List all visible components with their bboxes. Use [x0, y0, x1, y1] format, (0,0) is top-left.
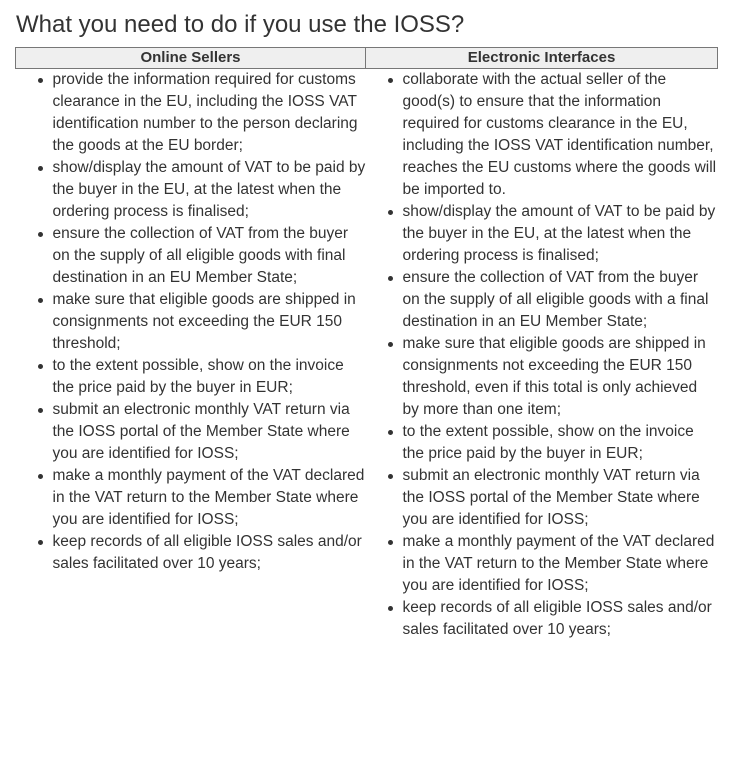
- list-item: keep records of all eligible IOSS sales and/or sales facilitated over 10 years;: [403, 597, 718, 641]
- list-item: make a monthly payment of the VAT declared in the VAT return to the Member State where you are identified for IOSS;: [403, 531, 718, 597]
- list-item: make sure that eligible goods are shipped in consignments not exceeding the EUR 150 threshold, even if this total is only achieved by more than one item;: [403, 333, 718, 421]
- list-item: to the extent possible, show on the invoice the price paid by the buyer in EUR;: [53, 355, 366, 399]
- header-electronic-interfaces: Electronic Interfaces: [366, 48, 718, 69]
- table-row: [16, 69, 718, 642]
- list-item: make sure that eligible goods are shipped in consignments not exceeding the EUR 150 threshold;: [53, 289, 366, 355]
- list-item: keep records of all eligible IOSS sales and/or sales facilitated over 10 years;: [53, 531, 366, 575]
- table-header-row: [16, 48, 718, 69]
- list-item: submit an electronic monthly VAT return via the IOSS portal of the Member State where you are identified for IOSS;: [403, 465, 718, 531]
- list-item: make a monthly payment of the VAT declared in the VAT return to the Member State where you are identified for IOSS;: [53, 465, 366, 531]
- header-online-sellers: Online Sellers: [16, 48, 366, 69]
- page-title: What you need to do if you use the IOSS?: [16, 11, 465, 38]
- list-item: provide the information required for customs clearance in the EU, including the IOSS VAT identification number to the person declaring the goods at the EU border;: [53, 69, 366, 157]
- list-item: ensure the collection of VAT from the buyer on the supply of all eligible goods with a final destination in an EU Member State;: [403, 267, 718, 333]
- electronic-interfaces-list: [366, 69, 718, 641]
- ioss-obligations-table: [15, 47, 718, 641]
- online-sellers-cell: [16, 69, 366, 642]
- list-item: collaborate with the actual seller of the good(s) to ensure that the information required for customs clearance in the EU, including the IOSS VAT identification number, reaches the EU customs where the goods will be imported to.: [403, 69, 718, 201]
- list-item: show/display the amount of VAT to be paid by the buyer in the EU, at the latest when the ordering process is finalised;: [53, 157, 366, 223]
- electronic-interfaces-cell: [366, 69, 718, 642]
- online-sellers-list: [16, 69, 366, 575]
- list-item: submit an electronic monthly VAT return via the IOSS portal of the Member State where you are identified for IOSS;: [53, 399, 366, 465]
- list-item: ensure the collection of VAT from the buyer on the supply of all eligible goods with final destination in an EU Member State;: [53, 223, 366, 289]
- list-item: show/display the amount of VAT to be paid by the buyer in the EU, at the latest when the ordering process is finalised;: [403, 201, 718, 267]
- list-item: to the extent possible, show on the invoice the price paid by the buyer in EUR;: [403, 421, 718, 465]
